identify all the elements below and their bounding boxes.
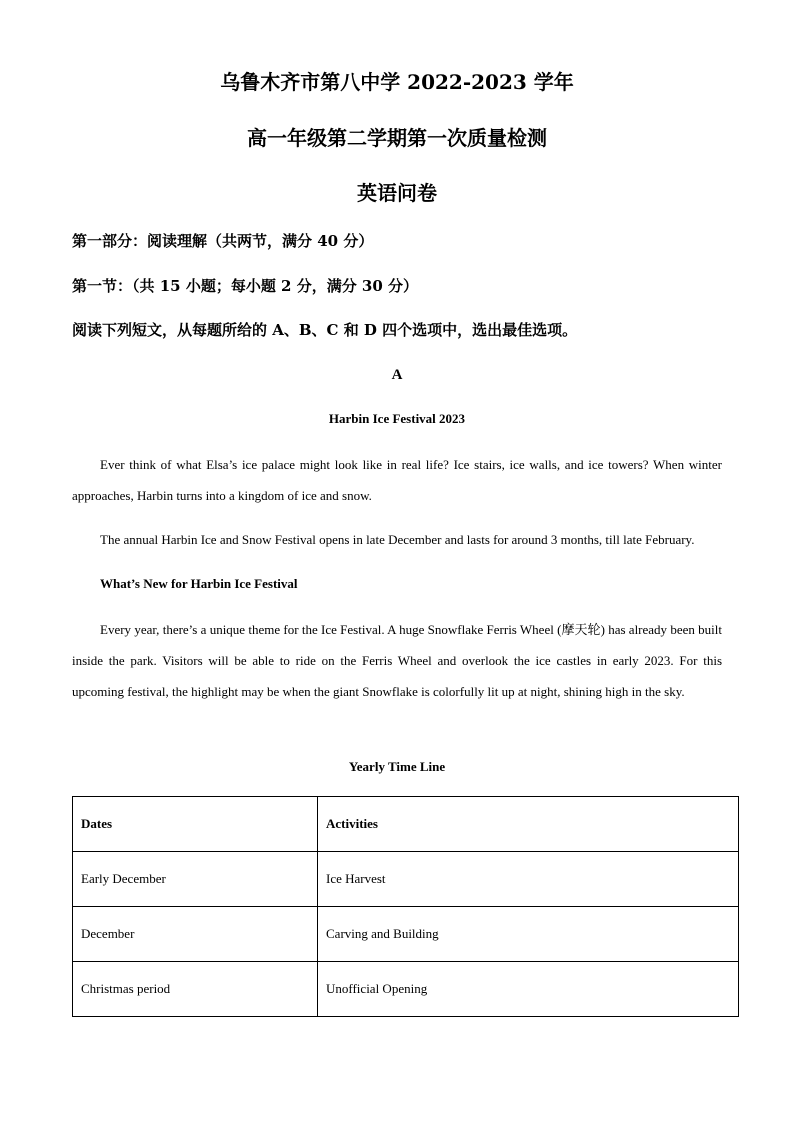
table-row xyxy=(73,962,739,1017)
part-heading: 第一部分：阅读理解（共两节，满分 40 分） xyxy=(72,232,374,250)
table-header-cell: Dates xyxy=(73,797,318,852)
table-cell-activity: Carving and Building xyxy=(318,907,739,962)
passage-letter: A xyxy=(391,367,403,383)
passage-title: Harbin Ice Festival 2023 xyxy=(328,411,466,426)
table-cell-date: Early December xyxy=(73,852,318,907)
section-heading: 第一节：（共 15 小题；每小题 2 分，满分 30 分） xyxy=(72,277,419,295)
table-cell-date: December xyxy=(73,907,318,962)
table-cell-date: Christmas period xyxy=(73,962,318,1017)
table-row xyxy=(73,852,739,907)
exam-subject-title: 英语问卷 xyxy=(357,181,437,205)
timeline-title: Yearly Time Line xyxy=(348,759,446,774)
passage-subheading: What’s New for Harbin Ice Festival xyxy=(100,576,298,591)
table-cell-activity: Ice Harvest xyxy=(318,852,739,907)
passage-paragraph: Every year, there’s a unique theme for the Ice Festival. A huge Snowflake Ferris Wheel (摩天轮) has already been built inside the park. Visitors will be able to ride on the Ferris Wheel and overlook the ice castles in early 2023. For this upcoming festival, the highlight may be when the giant Snowflake is colorfully lit up at night, shining high in the sky. xyxy=(72,622,722,699)
table-row xyxy=(73,907,739,962)
table-header-cell: Activities xyxy=(318,797,739,852)
exam-school-title: 乌鲁木齐市第八中学 2022-2023 学年 xyxy=(220,70,574,94)
table-cell-activity: Unofficial Opening xyxy=(318,962,739,1017)
passage-paragraph: The annual Harbin Ice and Snow Festival opens in late December and lasts for around 3 months, till late February. xyxy=(100,532,695,547)
timeline-table xyxy=(72,796,739,1017)
exam-grade-title: 高一年级第二学期第一次质量检测 xyxy=(247,126,547,150)
table-header-row xyxy=(73,797,739,852)
instruction-text: 阅读下列短文，从每题所给的 A、B、C 和 D 四个选项中，选出最佳选项。 xyxy=(72,321,578,339)
passage-paragraph: Ever think of what Elsa’s ice palace might look like in real life? Ice stairs, ice walls, and ice towers? When winter approaches, Harbin turns into a kingdom of ice and snow. xyxy=(72,457,722,503)
